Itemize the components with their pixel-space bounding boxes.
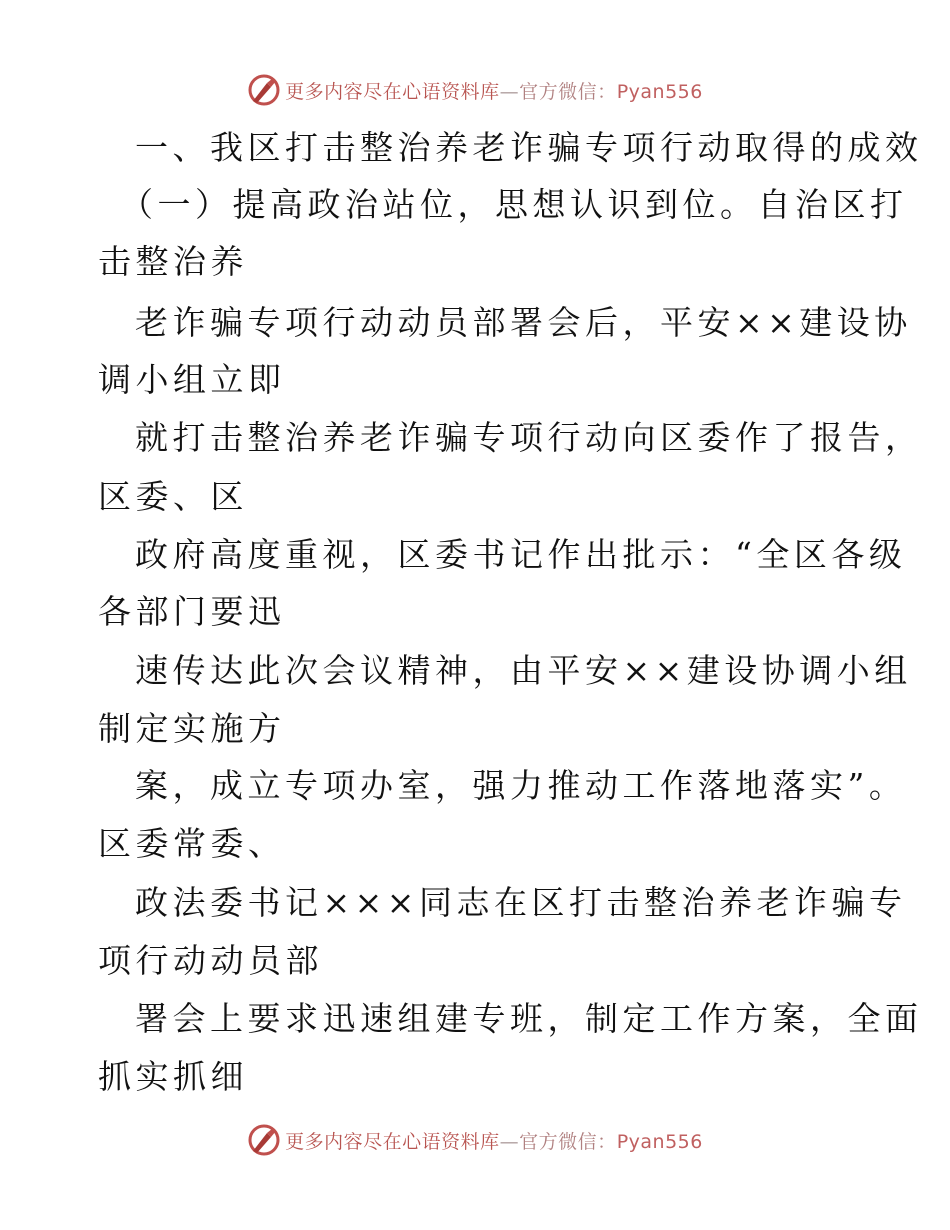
text-line: 击整治养 — [98, 242, 248, 281]
text-line: 就打击整治养老诈骗专项行动向区委作了报告， — [135, 418, 923, 457]
text-line: 署会上要求迅速组建专班，制定工作方案，全面 — [135, 999, 923, 1038]
text-line: 区委常委、 — [98, 824, 286, 863]
text-line: 速传达此次会议精神，由平安××建设协调小组 — [135, 651, 912, 690]
text-line: （一）提高政治站位，思想认识到位。自治区打 — [120, 185, 908, 224]
watermark-dash: — — [499, 1130, 520, 1153]
watermark-text — [285, 1127, 703, 1154]
watermark-label: 官方微信： — [519, 80, 617, 103]
watermark-id: Pyan556 — [616, 1130, 703, 1153]
text-line: 区委、区 — [98, 477, 248, 516]
pen-logo-icon — [247, 1123, 281, 1157]
heading-line: 一、我区打击整治养老诈骗专项行动取得的成效 — [135, 128, 923, 167]
text-line: 调小组立即 — [98, 360, 286, 399]
text-line: 各部门要迅 — [98, 592, 286, 631]
text-line: 政府高度重视，区委书记作出批示：“全区各级 — [135, 535, 907, 574]
watermark-dash: — — [499, 80, 520, 103]
text-line: 制定实施方 — [98, 709, 286, 748]
watermark-label: 官方微信： — [519, 1130, 617, 1153]
watermark-main: 更多内容尽在心语资料库 — [285, 80, 500, 103]
footer-watermark — [0, 1120, 950, 1160]
text-line: 抓实抓细 — [98, 1057, 248, 1096]
watermark-id: Pyan556 — [616, 80, 703, 103]
header-watermark — [0, 70, 950, 110]
watermark-text — [285, 77, 703, 104]
pen-logo-icon — [247, 73, 281, 107]
text-line: 政法委书记×××同志在区打击整治养老诈骗专 — [135, 883, 907, 922]
text-line: 项行动动员部 — [98, 941, 323, 980]
watermark-main: 更多内容尽在心语资料库 — [285, 1130, 500, 1153]
text-line: 老诈骗专项行动动员部署会后，平安××建设协 — [135, 303, 912, 342]
text-line: 案，成立专项办室，强力推动工作落地落实”。 — [135, 766, 907, 805]
